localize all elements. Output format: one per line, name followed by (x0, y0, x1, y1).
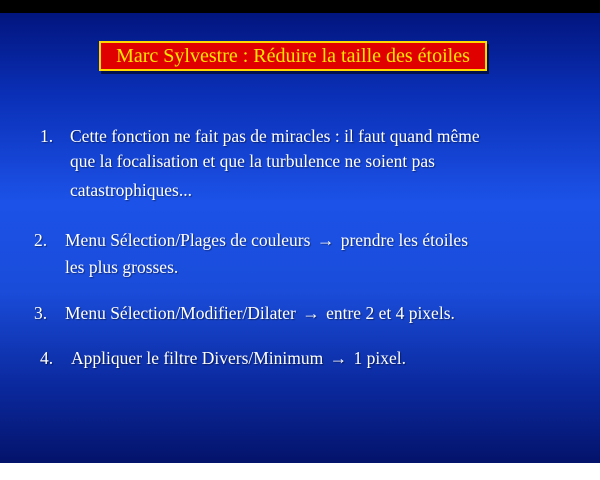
right-arrow-icon: → (302, 303, 320, 323)
list-item-text: 1 pixel. (353, 348, 406, 368)
list-item-line: les plus grosses. (65, 257, 179, 277)
list-item-text: entre 2 et 4 pixels. (326, 303, 455, 323)
list-item-4 (40, 346, 406, 371)
presentation-slide (0, 13, 600, 463)
list-item-line (65, 301, 455, 326)
slide-title-box (99, 41, 487, 71)
slide-title: Marc Sylvestre : Réduire la taille des étoiles (116, 44, 470, 67)
right-arrow-icon: → (316, 230, 335, 250)
list-item-number: 3. (34, 303, 48, 323)
list-item-number: 1. (40, 126, 54, 146)
list-item-2 (34, 228, 468, 280)
right-arrow-icon: → (329, 348, 348, 368)
list-item-number: 2. (34, 230, 48, 250)
list-item-text: prendre les étoiles (340, 230, 468, 250)
list-item-line (71, 346, 406, 371)
list-item-text: Menu Sélection/Plages de couleurs (65, 230, 311, 250)
list-item-line: catastrophiques... (70, 180, 192, 200)
list-item-line: Cette fonction ne fait pas de miracles : il faut quand même (70, 126, 480, 146)
list-item-3 (34, 301, 455, 326)
list-item-line (65, 228, 468, 253)
list-item-text: Appliquer le filtre Divers/Minimum (71, 348, 324, 368)
list-item-text: Menu Sélection/Modifier/Dilater (65, 303, 296, 323)
list-item-1 (40, 124, 480, 203)
list-item-number: 4. (40, 348, 54, 368)
bottom-margin (0, 463, 600, 480)
list-item-line: que la focalisation et que la turbulence ne soient pas (70, 151, 435, 171)
